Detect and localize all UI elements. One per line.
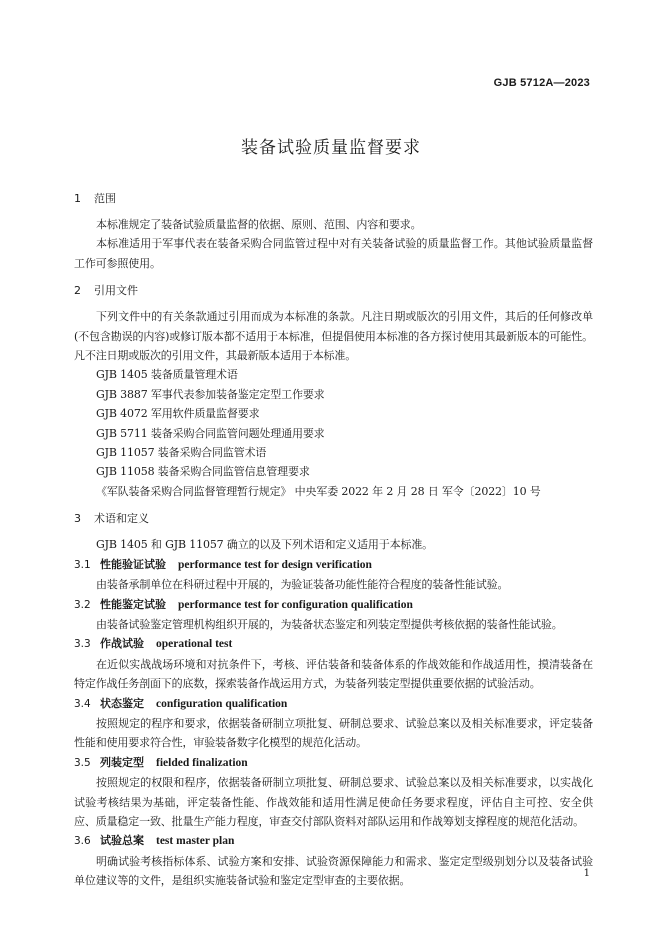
section-2-paragraph: 下列文件中的有关条款通过引用而成为本标准的条款。凡注日期或版次的引用文件，其后的任何修改单(不包含勘误的内容)或修订版本都不适用于本标准，但提倡使用本标准的各方探讨使用其最新版本的可能性。凡不注日期或版次的引用文件，其最新版本适用于本标准。 [74,310,593,363]
reference-item: 《军队装备采购合同监督管理暂行规定》 中央军委 2022 年 2 月 28 日 军令〔2022〕10 号 [96,484,541,498]
term-heading [74,555,593,575]
reference-item: GJB 11058 装备采购合同监管信息管理要求 [96,465,310,479]
term-heading [74,831,593,851]
term-definition: 按照规定的权限和程序，依据装备研制立项批复、研制总要求、试验总案以及相关标准要求，以实战化试验考核结果为基础，评定装备性能、作战效能和适用性满足使命任务要求程度，评估自主可控、安全供应、质量稳定一致、批量生产能力程度，审查交付部队资料对部队运用和作战筹划支撑程度的规范化活动。 [74,776,593,828]
term-english: operational test [156,638,233,651]
page-number: 1 [583,868,590,879]
term-number: 3.6 [74,835,91,848]
section-3-heading [74,509,593,528]
term-english: configuration qualification [156,697,288,710]
term-definition: 明确试验考核指标体系、试验方案和安排、试验资源保障能力和需求、鉴定定型级别划分以及装备试验单位建议等的文件，是组织实施装备试验和鉴定定型审查的主要依据。 [74,854,593,888]
term-heading [74,694,593,714]
section-number: 2 [74,284,81,298]
section-title: 术语和定义 [94,512,149,526]
section-title: 范围 [94,192,116,205]
term-chinese: 试验总案 [100,834,144,848]
term-english: performance test for configuration qualification [178,598,413,611]
term-number: 3.2 [74,598,91,611]
term-number: 3.3 [74,638,91,651]
term-english: performance test for design verification [178,558,372,571]
term-chinese: 性能验证试验 [100,557,166,571]
term-english: test master plan [156,835,235,848]
term-number: 3.1 [74,558,91,571]
term-number: 3.5 [74,756,91,769]
term-english: fielded finalization [156,756,248,769]
term-definition: 在近似实战战场环境和对抗条件下，考核、评估装备和装备体系的作战效能和作战适用性，摸清装备在特定作战任务剖面下的底数，探索装备作战运用方式，为装备列装定型提供重要依据的试验活动。 [74,657,593,691]
term-chinese: 性能鉴定试验 [100,597,166,611]
section-2-heading [74,281,593,300]
document-body [74,189,593,891]
section-title: 引用文件 [94,284,138,298]
term-definition: 按照规定的程序和要求，依据装备研制立项批复、研制总要求、试验总案以及相关标准要求，评定装备性能和使用要求符合性，审验装备数字化模型的规范化活动。 [74,716,593,750]
section-number: 3 [74,512,81,526]
term-chinese: 状态鉴定 [100,696,144,710]
term-heading [74,595,593,615]
standard-code: GJB 5712A—2023 [493,77,590,89]
term-number: 3.4 [74,697,91,710]
document-title: 装备试验质量监督要求 [241,138,421,158]
term-chinese: 列装定型 [100,755,144,769]
section-1-paragraph-2: 本标准适用于军事代表在装备采购合同监管过程中对有关装备试验的质量监督工作。其他试验质量监督工作可参照使用。 [74,237,593,270]
term-definition: 由装备承制单位在科研过程中开展的，为验证装备功能性能符合程度的装备性能试验。 [96,578,509,592]
reference-item: GJB 5711 装备采购合同监管问题处理通用要求 [96,426,325,440]
reference-item: GJB 4072 军用软件质量监督要求 [96,407,260,421]
term-heading [74,634,593,654]
section-3-intro: GJB 1405 和 GJB 11057 确立的以及下列术语和定义适用于本标准。 [96,538,434,552]
term-heading [74,753,593,773]
section-number: 1 [74,192,81,205]
section-1-paragraph-1: 本标准规定了装备试验质量监督的依据、原则、范围、内容和要求。 [96,218,422,231]
term-chinese: 作战试验 [100,637,144,651]
reference-item: GJB 3887 军事代表参加装备鉴定定型工作要求 [96,387,325,401]
reference-item: GJB 11057 装备采购合同监管术语 [96,446,267,460]
section-1-heading [74,189,593,208]
term-definition: 由装备试验鉴定管理机构组织开展的，为装备状态鉴定和列装定型提供考核依据的装备性能试验。 [96,617,563,631]
reference-item: GJB 1405 装备质量管理术语 [96,368,238,382]
